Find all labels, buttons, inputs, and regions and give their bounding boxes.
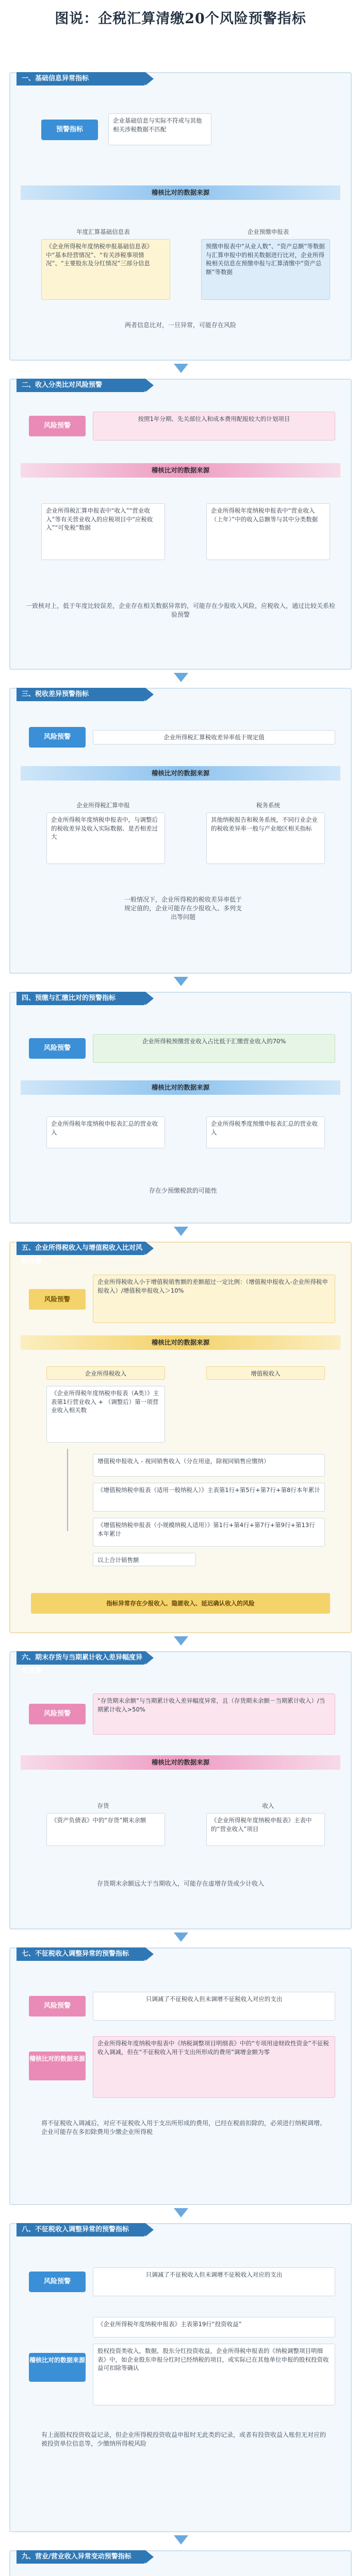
page-title: 图说：企税汇算清缴20个风险预警指标	[55, 11, 306, 27]
down-arrow-icon	[174, 977, 188, 986]
data-source-band: 稽核比对的数据来源	[21, 463, 340, 478]
section-heading: 七、不征税收入调整异常的预警指标	[17, 1947, 145, 1961]
risk-label: 风险预警	[29, 416, 86, 436]
section-heading: 六、期末存货与当期累计收入差异幅度异常预警	[17, 1651, 145, 1665]
section-tax-difference	[9, 688, 352, 974]
right-title: 税务系统	[256, 802, 280, 809]
result-note: 一致核对上，低于年度比较误差，企业存在相关数据异常的，可能存在少报收入风险，应税收入，通过比较关系检验预警	[26, 602, 336, 618]
result-note: 有上面股权投资收益记录，但企业所得税投资收益申报时无此类的记录，或者有投资收益入账但无对应的被投资单位信息等，少缴纳所得税风险	[41, 2431, 326, 2447]
total-sales-box: 以上合计销售额	[93, 1553, 196, 1566]
risk-text: 企业基础信息与实际不符或与其他相关涉税数据不匹配	[108, 113, 211, 145]
section-heading: 五、企业所得税收入与增值税收入比对风险预警	[17, 1242, 145, 1255]
small-taxpayer-box: 《增值税纳税申报表（小规模纳税人适用）》第1行+第4行+第7行+第9行+第13行本年累计	[93, 1518, 325, 1547]
risk-text: 企业所得税预缴营业收入占比低于汇缴营业收入的70%	[93, 1034, 335, 1063]
right-source-box: 预缴申报表中“从业人数”、“资产总额”等数据与汇算申报中的相关数据进行比对，企业所得税相关信息在预缴申报与汇算清缴中“资产总额”等数据	[201, 239, 330, 300]
right-title: 企业预缴申报表	[247, 228, 289, 235]
risk-label: 风险预警	[29, 1996, 86, 2016]
risk-text: 企业所得税汇算税收差异率低于规定值	[93, 730, 335, 744]
data-source-label: 稽核比对的数据来源	[29, 2353, 86, 2382]
section-income-classification	[9, 379, 352, 670]
right-title-box: 增值税收入	[206, 1366, 325, 1380]
down-arrow-icon	[174, 2208, 188, 2217]
down-arrow-icon	[174, 1933, 188, 1942]
left-source-box: 《企业所得税年度纳税申报基础信息表》中“基本经营情况”、“有关涉税事项情况”、“主要股东及分红情况”三部分信息	[41, 239, 170, 300]
left-title: 年度汇算基础信息表	[76, 228, 130, 235]
right-source-box: 《企业所得税年度纳税申报表》主表中的“营业收入”项目	[206, 1813, 325, 1846]
data-source-band: 稽核比对的数据来源	[21, 1755, 340, 1770]
left-source-box: 《资产负债表》中的“存货”期末余额	[46, 1813, 165, 1846]
source-box: 企业所得税年度纳税申报表中《纳税调整项目明细表》中的“专项用途财政性资金”不征税收入调减，但在“不征税收入用于支出所形成的费用”调增金额为零	[93, 2036, 335, 2098]
risk-text: 只调减了不征税收入但未调增不征税收入对应的支出	[93, 1992, 335, 2021]
data-source-band: 稽核比对的数据来源	[21, 766, 340, 781]
left-source-box: 企业所得税年度纳税申报表汇总的营业收入	[46, 1116, 165, 1148]
section-investment-income	[9, 2223, 352, 2532]
right-title: 收入	[262, 1802, 274, 1809]
right-source-box: 其他纳税报告和税务系统，不同行业企业的税收差异率一般与产业地区相关指标	[206, 812, 325, 864]
section-heading: 一、基础信息异常指标	[17, 72, 145, 86]
risk-label: 预警指标	[41, 120, 98, 140]
section-inventory-vs-income	[9, 1651, 352, 1929]
result-note: 存在少预缴税款的可能性	[149, 1187, 217, 1194]
right-source-box: 企业所得税年度纳税申报表中“营业收入（上年）”中的收入总额等与其中分类数据	[206, 503, 330, 560]
source-box-1: 《企业所得税年度纳税申报表》主表第19行“投资收益”	[93, 2317, 335, 2337]
left-source-box: 《企业所得税年度纳税申报表（A类）》主表第1行营业收入 + （调整后）第一项营业收入相关数	[46, 1386, 165, 1443]
source-box-2: 股权投资类收入，数据，股东分红投资收益，企业所得税申报表的《纳税调整项目明细表》中，如企业股东申报分红时已经纳税的项目，或实际已在其他单位申报的股权投资收益可扣除等确认	[93, 2344, 335, 2405]
left-source-box: 企业所得税汇算申报表中“收入”“营业收入”等有关营业收入的应税项目中“应税收入”“可免税”数据	[41, 503, 165, 560]
down-arrow-icon	[174, 1636, 188, 1646]
risk-label: 风险预警	[29, 1038, 86, 1059]
down-arrow-icon	[174, 1227, 188, 1236]
left-source-box: 企业所得税年度纳税申报表中，与调整后的税收差异及收入实际数据、是否相差过大	[46, 812, 165, 864]
vat-formula-box: 增值税申报收入 - 视同销售收入（分在用途，除视同销售应缴纳）	[93, 1454, 325, 1477]
down-arrow-icon	[174, 364, 188, 373]
general-taxpayer-box: 《增值税纳税申报表（适用一般纳税人）》主表第1行+第5行+第7行+第8行本年累计	[93, 1483, 325, 1512]
section-heading: 四、预缴与汇缴比对的预警指标	[17, 992, 145, 1005]
risk-label: 风险预警	[29, 1704, 86, 1724]
right-source-box: 企业所得税季度预缴申报表汇总的营业收入	[206, 1116, 325, 1148]
left-title: 存货	[97, 1802, 109, 1809]
result-note: 两者信息比对，一旦异常，可能存在风险	[124, 321, 236, 329]
down-arrow-icon	[174, 2535, 188, 2545]
risk-text: 企业所得税收入小于增值税销售额的差额超过一定比例：（增值税申报收入-企业所得税申报收入）/增值税申报收入＞10%	[93, 1275, 335, 1323]
section-heading: 三、税收差异预警指标	[17, 688, 145, 701]
risk-label: 风险预警	[29, 1289, 86, 1310]
section-prepay-vs-settlement	[9, 992, 352, 1224]
data-source-label: 稽核比对的数据来源	[29, 2052, 86, 2080]
section-non-taxable-income	[9, 1947, 352, 2205]
risk-text: 只调减了不征税收入但未调增不征税收入对应的支出	[93, 2267, 335, 2296]
data-source-band: 稽核比对的数据来源	[21, 185, 340, 200]
data-source-band: 稽核比对的数据来源	[21, 1080, 340, 1095]
result-note: 指标异常存在少报收入、隐匿收入、延迟确认收入的风险	[31, 1593, 330, 1614]
down-arrow-icon	[174, 673, 188, 682]
section-income-vs-vat	[9, 1242, 352, 1633]
section-basic-info	[9, 72, 352, 361]
risk-label: 风险预警	[29, 2272, 86, 2292]
left-title: 企业所得税汇算申报	[76, 802, 130, 809]
section-operating-income	[9, 2550, 352, 2576]
left-title-box: 企业所得税收入	[46, 1366, 165, 1380]
risk-text: “存货期末余额”与当期累计收入差异幅度异常，且（存货期末余额－当期累计收入）/当期累计收入>50%	[93, 1693, 335, 1735]
result-note: 将不征税收入调减后，对应不征税收入用于支出所形成的费用，已经在税前扣除的，必须进行纳税调增。企业可能存在多扣除费用少缴企业所得税	[41, 2120, 326, 2136]
section-heading: 二、收入分类比对风险预警	[17, 379, 145, 392]
risk-text: 按照1年分期、先关部位入和成本费用配报较大的计划项目	[93, 412, 335, 440]
risk-label: 风险预警	[29, 727, 86, 748]
connector-line	[67, 1449, 68, 1531]
result-note: 存货期末余额远大于当期收入，可能存在虚增存货或少计收入	[96, 1880, 264, 1887]
section-heading: 八、不征税收入调整异常的预警指标	[17, 2223, 145, 2236]
data-source-band: 稽核比对的数据来源	[21, 1335, 340, 1350]
section-heading: 九、营业/营业收入异常变动预警指标	[17, 2550, 145, 2564]
result-note: 一般情况下，企业所得税的税收差异率低于规定值的，企业可能存在少报收入、多列支出等问题	[124, 896, 242, 921]
